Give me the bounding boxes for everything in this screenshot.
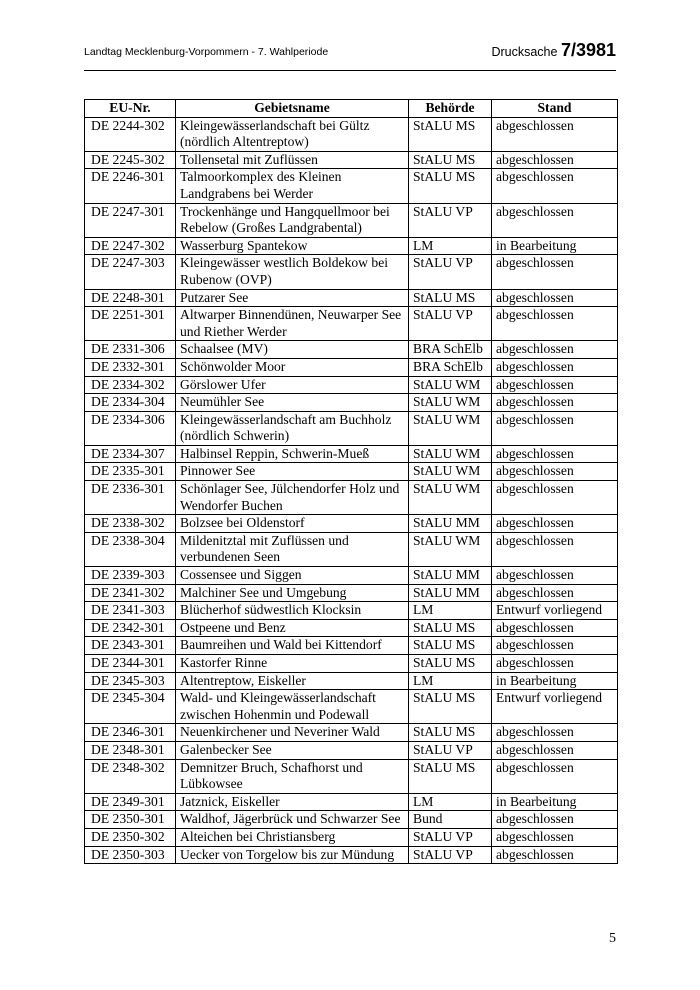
eu-nr-cell: DE 2346-301 bbox=[85, 724, 176, 742]
stand-cell: abgeschlossen bbox=[492, 117, 618, 151]
behoerde-cell: StALU WM bbox=[409, 463, 492, 481]
eu-nr-cell: DE 2344-301 bbox=[85, 655, 176, 673]
gebietsname-cell: Malchiner See und Umgebung bbox=[176, 584, 409, 602]
eu-nr-cell: DE 2247-302 bbox=[85, 237, 176, 255]
stand-cell: abgeschlossen bbox=[492, 151, 618, 169]
document-number: 7/3981 bbox=[560, 40, 616, 60]
page-header bbox=[84, 40, 616, 71]
stand-cell: abgeschlossen bbox=[492, 515, 618, 533]
stand-cell: abgeschlossen bbox=[492, 567, 618, 585]
eu-nr-cell: DE 2342-301 bbox=[85, 619, 176, 637]
eu-nr-cell: DE 2341-302 bbox=[85, 584, 176, 602]
table-row bbox=[85, 463, 618, 481]
table-row bbox=[85, 690, 618, 724]
stand-cell: abgeschlossen bbox=[492, 203, 618, 237]
gebietsname-cell: Schaalsee (MV) bbox=[176, 341, 409, 359]
behoerde-cell: StALU VP bbox=[409, 203, 492, 237]
behoerde-cell: StALU MS bbox=[409, 619, 492, 637]
stand-cell: abgeschlossen bbox=[492, 481, 618, 515]
gebietsname-cell: Cossensee und Siggen bbox=[176, 567, 409, 585]
table-row bbox=[85, 532, 618, 566]
gebietsname-cell: Wald- und Kleingewässerlandschaft zwischen Hohenmin und Podewall bbox=[176, 690, 409, 724]
table-row bbox=[85, 655, 618, 673]
protected-areas-table bbox=[84, 99, 618, 864]
table-row bbox=[85, 793, 618, 811]
eu-nr-cell: DE 2334-306 bbox=[85, 411, 176, 445]
column-header-gebietsname: Gebietsname bbox=[176, 100, 409, 118]
column-header-stand: Stand bbox=[492, 100, 618, 118]
eu-nr-cell: DE 2348-301 bbox=[85, 741, 176, 759]
eu-nr-cell: DE 2345-303 bbox=[85, 672, 176, 690]
table-row bbox=[85, 445, 618, 463]
stand-cell: in Bearbeitung bbox=[492, 672, 618, 690]
eu-nr-cell: DE 2350-302 bbox=[85, 828, 176, 846]
behoerde-cell: StALU MS bbox=[409, 151, 492, 169]
stand-cell: Entwurf vorliegend bbox=[492, 690, 618, 724]
table-row bbox=[85, 584, 618, 602]
table-row bbox=[85, 741, 618, 759]
document-label: Drucksache bbox=[491, 45, 558, 59]
behoerde-cell: Bund bbox=[409, 811, 492, 829]
eu-nr-cell: DE 2251-301 bbox=[85, 307, 176, 341]
column-header-eu-nr: EU-Nr. bbox=[85, 100, 176, 118]
eu-nr-cell: DE 2345-304 bbox=[85, 690, 176, 724]
stand-cell: abgeschlossen bbox=[492, 828, 618, 846]
behoerde-cell: LM bbox=[409, 672, 492, 690]
eu-nr-cell: DE 2334-302 bbox=[85, 376, 176, 394]
behoerde-cell: LM bbox=[409, 237, 492, 255]
behoerde-cell: StALU WM bbox=[409, 481, 492, 515]
stand-cell: in Bearbeitung bbox=[492, 793, 618, 811]
gebietsname-cell: Mildenitztal mit Zuflüssen und verbundenen Seen bbox=[176, 532, 409, 566]
gebietsname-cell: Halbinsel Reppin, Schwerin-Mueß bbox=[176, 445, 409, 463]
eu-nr-cell: DE 2247-303 bbox=[85, 255, 176, 289]
behoerde-cell: BRA SchElb bbox=[409, 341, 492, 359]
gebietsname-cell: Altwarper Binnendünen, Neuwarper See und Riether Werder bbox=[176, 307, 409, 341]
behoerde-cell: StALU WM bbox=[409, 445, 492, 463]
table-body bbox=[85, 117, 618, 864]
table-row bbox=[85, 151, 618, 169]
behoerde-cell: StALU MS bbox=[409, 759, 492, 793]
behoerde-cell: StALU VP bbox=[409, 846, 492, 864]
table-header-row bbox=[85, 100, 618, 118]
eu-nr-cell: DE 2244-302 bbox=[85, 117, 176, 151]
stand-cell: abgeschlossen bbox=[492, 619, 618, 637]
stand-cell: abgeschlossen bbox=[492, 358, 618, 376]
table-row bbox=[85, 481, 618, 515]
gebietsname-cell: Kleingewässer westlich Boldekow bei Rubenow (OVP) bbox=[176, 255, 409, 289]
gebietsname-cell: Kleingewässerlandschaft bei Gültz (nördlich Altentreptow) bbox=[176, 117, 409, 151]
stand-cell: abgeschlossen bbox=[492, 637, 618, 655]
gebietsname-cell: Neuenkirchener und Neveriner Wald bbox=[176, 724, 409, 742]
table-row bbox=[85, 358, 618, 376]
behoerde-cell: StALU VP bbox=[409, 828, 492, 846]
eu-nr-cell: DE 2339-303 bbox=[85, 567, 176, 585]
gebietsname-cell: Neumühler See bbox=[176, 394, 409, 412]
table-row bbox=[85, 203, 618, 237]
table-row bbox=[85, 169, 618, 203]
gebietsname-cell: Baumreihen und Wald bei Kittendorf bbox=[176, 637, 409, 655]
gebietsname-cell: Talmoorkomplex des Kleinen Landgrabens bei Werder bbox=[176, 169, 409, 203]
stand-cell: abgeschlossen bbox=[492, 846, 618, 864]
stand-cell: abgeschlossen bbox=[492, 394, 618, 412]
eu-nr-cell: DE 2336-301 bbox=[85, 481, 176, 515]
eu-nr-cell: DE 2350-303 bbox=[85, 846, 176, 864]
stand-cell: abgeschlossen bbox=[492, 463, 618, 481]
table-row bbox=[85, 619, 618, 637]
behoerde-cell: LM bbox=[409, 793, 492, 811]
gebietsname-cell: Demnitzer Bruch, Schafhorst und Lübkowsee bbox=[176, 759, 409, 793]
table-row bbox=[85, 811, 618, 829]
gebietsname-cell: Tollensetal mit Zuflüssen bbox=[176, 151, 409, 169]
behoerde-cell: StALU MS bbox=[409, 169, 492, 203]
table-row bbox=[85, 828, 618, 846]
eu-nr-cell: DE 2245-302 bbox=[85, 151, 176, 169]
behoerde-cell: StALU VP bbox=[409, 255, 492, 289]
gebietsname-cell: Bolzsee bei Oldenstorf bbox=[176, 515, 409, 533]
eu-nr-cell: DE 2343-301 bbox=[85, 637, 176, 655]
stand-cell: abgeschlossen bbox=[492, 759, 618, 793]
behoerde-cell: StALU VP bbox=[409, 741, 492, 759]
gebietsname-cell: Schönwolder Moor bbox=[176, 358, 409, 376]
table-row bbox=[85, 307, 618, 341]
table-row bbox=[85, 289, 618, 307]
document-reference bbox=[491, 40, 616, 61]
gebietsname-cell: Pinnower See bbox=[176, 463, 409, 481]
eu-nr-cell: DE 2334-304 bbox=[85, 394, 176, 412]
table-row bbox=[85, 567, 618, 585]
stand-cell: abgeschlossen bbox=[492, 445, 618, 463]
behoerde-cell: LM bbox=[409, 602, 492, 620]
stand-cell: abgeschlossen bbox=[492, 532, 618, 566]
table-row bbox=[85, 724, 618, 742]
eu-nr-cell: DE 2350-301 bbox=[85, 811, 176, 829]
gebietsname-cell: Wasserburg Spantekow bbox=[176, 237, 409, 255]
behoerde-cell: StALU MM bbox=[409, 567, 492, 585]
behoerde-cell: StALU MS bbox=[409, 637, 492, 655]
column-header-behoerde: Behörde bbox=[409, 100, 492, 118]
table-row bbox=[85, 759, 618, 793]
stand-cell: abgeschlossen bbox=[492, 289, 618, 307]
behoerde-cell: StALU WM bbox=[409, 376, 492, 394]
behoerde-cell: StALU MS bbox=[409, 289, 492, 307]
page-number: 5 bbox=[609, 931, 616, 946]
behoerde-cell: StALU WM bbox=[409, 394, 492, 412]
eu-nr-cell: DE 2248-301 bbox=[85, 289, 176, 307]
behoerde-cell: StALU WM bbox=[409, 411, 492, 445]
gebietsname-cell: Waldhof, Jägerbrück und Schwarzer See bbox=[176, 811, 409, 829]
behoerde-cell: StALU MS bbox=[409, 117, 492, 151]
gebietsname-cell: Ostpeene und Benz bbox=[176, 619, 409, 637]
behoerde-cell: StALU MS bbox=[409, 655, 492, 673]
table-row bbox=[85, 846, 618, 864]
stand-cell: abgeschlossen bbox=[492, 724, 618, 742]
stand-cell: abgeschlossen bbox=[492, 411, 618, 445]
stand-cell: abgeschlossen bbox=[492, 584, 618, 602]
behoerde-cell: StALU MS bbox=[409, 724, 492, 742]
behoerde-cell: StALU MS bbox=[409, 690, 492, 724]
eu-nr-cell: DE 2334-307 bbox=[85, 445, 176, 463]
stand-cell: abgeschlossen bbox=[492, 307, 618, 341]
table-row bbox=[85, 117, 618, 151]
stand-cell: abgeschlossen bbox=[492, 655, 618, 673]
table-row bbox=[85, 637, 618, 655]
behoerde-cell: StALU WM bbox=[409, 532, 492, 566]
eu-nr-cell: DE 2246-301 bbox=[85, 169, 176, 203]
eu-nr-cell: DE 2341-303 bbox=[85, 602, 176, 620]
table-row bbox=[85, 376, 618, 394]
stand-cell: abgeschlossen bbox=[492, 169, 618, 203]
gebietsname-cell: Trockenhänge und Hangquellmoor bei Rebelow (Großes Landgrabental) bbox=[176, 203, 409, 237]
table-row bbox=[85, 672, 618, 690]
stand-cell: Entwurf vorliegend bbox=[492, 602, 618, 620]
gebietsname-cell: Putzarer See bbox=[176, 289, 409, 307]
eu-nr-cell: DE 2331-306 bbox=[85, 341, 176, 359]
gebietsname-cell: Kastorfer Rinne bbox=[176, 655, 409, 673]
stand-cell: abgeschlossen bbox=[492, 341, 618, 359]
eu-nr-cell: DE 2338-302 bbox=[85, 515, 176, 533]
eu-nr-cell: DE 2247-301 bbox=[85, 203, 176, 237]
eu-nr-cell: DE 2332-301 bbox=[85, 358, 176, 376]
stand-cell: abgeschlossen bbox=[492, 255, 618, 289]
eu-nr-cell: DE 2338-304 bbox=[85, 532, 176, 566]
table-row bbox=[85, 255, 618, 289]
table-row bbox=[85, 515, 618, 533]
eu-nr-cell: DE 2349-301 bbox=[85, 793, 176, 811]
stand-cell: abgeschlossen bbox=[492, 811, 618, 829]
parliament-label: Landtag Mecklenburg-Vorpommern - 7. Wahlperiode bbox=[84, 46, 329, 58]
gebietsname-cell: Schönlager See, Jülchendorfer Holz und Wendorfer Buchen bbox=[176, 481, 409, 515]
gebietsname-cell: Uecker von Torgelow bis zur Mündung bbox=[176, 846, 409, 864]
behoerde-cell: StALU MM bbox=[409, 584, 492, 602]
gebietsname-cell: Görslower Ufer bbox=[176, 376, 409, 394]
gebietsname-cell: Kleingewässerlandschaft am Buchholz (nördlich Schwerin) bbox=[176, 411, 409, 445]
gebietsname-cell: Alteichen bei Christiansberg bbox=[176, 828, 409, 846]
behoerde-cell: StALU MM bbox=[409, 515, 492, 533]
table-row bbox=[85, 411, 618, 445]
gebietsname-cell: Jatznick, Eiskeller bbox=[176, 793, 409, 811]
stand-cell: abgeschlossen bbox=[492, 741, 618, 759]
behoerde-cell: StALU VP bbox=[409, 307, 492, 341]
gebietsname-cell: Blücherhof südwestlich Klocksin bbox=[176, 602, 409, 620]
table-row bbox=[85, 341, 618, 359]
stand-cell: abgeschlossen bbox=[492, 376, 618, 394]
gebietsname-cell: Altentreptow, Eiskeller bbox=[176, 672, 409, 690]
eu-nr-cell: DE 2335-301 bbox=[85, 463, 176, 481]
table-row bbox=[85, 237, 618, 255]
table-row bbox=[85, 602, 618, 620]
gebietsname-cell: Galenbecker See bbox=[176, 741, 409, 759]
behoerde-cell: BRA SchElb bbox=[409, 358, 492, 376]
stand-cell: in Bearbeitung bbox=[492, 237, 618, 255]
eu-nr-cell: DE 2348-302 bbox=[85, 759, 176, 793]
table-row bbox=[85, 394, 618, 412]
